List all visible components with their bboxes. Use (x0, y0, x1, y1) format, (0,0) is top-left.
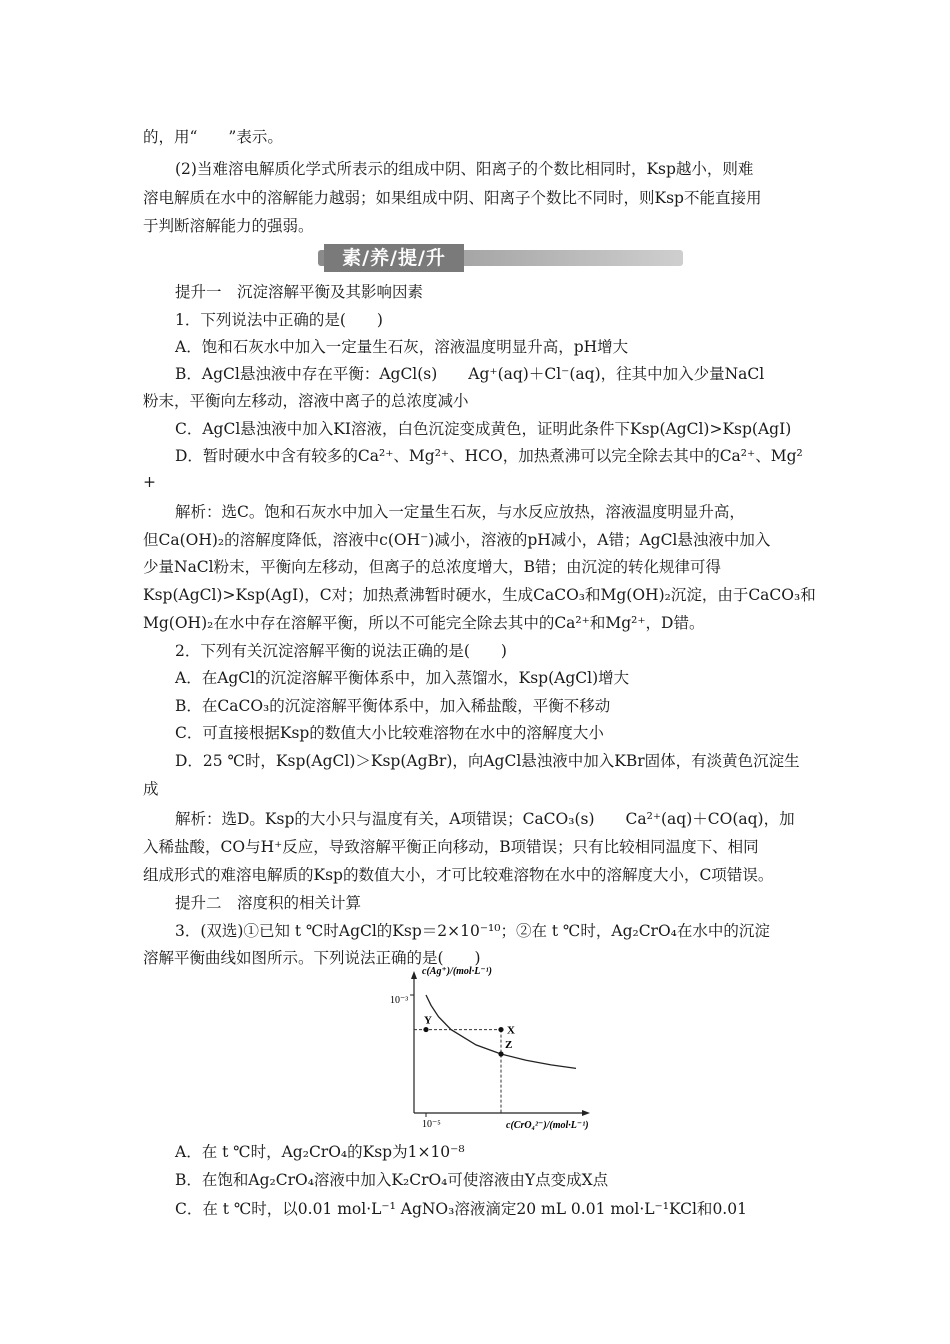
q1-analysis-line-2: 但Ca(OH)₂的溶解度降低，溶液中c(OH⁻)减小，溶液的pH减小，A错；AgCl悬浊液中加入 (143, 531, 771, 549)
y-axis-label: c(Ag⁺)/(mol·L⁻¹) (422, 966, 492, 977)
q2-option-c: C．可直接根据Ksp的数值大小比较难溶物在水中的溶解度大小 (175, 724, 604, 742)
intro-line-1: 的，用“ ”表示。 (143, 128, 283, 146)
q1-option-b-line-2: 粉末，平衡向左移动，溶液中离子的总浓度减小 (143, 392, 469, 410)
q1-option-a: A．饱和石灰水中加入一定量生石灰，溶液温度明显升高，pH增大 (175, 338, 629, 356)
q1-stem: 1．下列说法中正确的是( ) (175, 311, 383, 329)
point-x (498, 1027, 503, 1032)
q2-option-a: A．在AgCl的沉淀溶解平衡体系中，加入蒸馏水，Ksp(AgCl)增大 (175, 669, 630, 687)
point-x-label: X (507, 1024, 515, 1037)
q3-stem-line-2: 溶解平衡曲线如图所示。下列说法正确的是( ) (143, 949, 481, 967)
x-axis-label: c(CrO₄²⁻)/(mol·L⁻¹) (506, 1120, 589, 1131)
intro-line-4: 于判断溶解能力的强弱。 (143, 217, 314, 235)
section-2-heading: 提升二 溶度积的相关计算 (175, 894, 362, 912)
q3-option-a: A．在 t ℃时，Ag₂CrO₄的Ksp为1×10⁻⁸ (175, 1143, 465, 1161)
intro-line-3: 溶电解质在水中的溶解能力越弱；如果组成中阴、阳离子个数比不同时，则Ksp不能直接用 (143, 189, 762, 207)
q2-option-b: B．在CaCO₃的沉淀溶解平衡体系中，加入稀盐酸，平衡不移动 (175, 697, 611, 715)
q1-analysis-line-4: Ksp(AgCl)>Ksp(AgI)，C对；加热煮沸暂时硬水，生成CaCO₃和Mg(OH)₂沉淀，由于CaCO₃和 (143, 586, 816, 604)
q3-option-c: C．在 t ℃时，以0.01 mol·L⁻¹ AgNO₃溶液滴定20 mL 0.01 mol·L⁻¹KCl和0.01 (175, 1200, 747, 1218)
point-z-label: Z (505, 1039, 513, 1051)
q2-stem: 2．下列有关沉淀溶解平衡的说法正确的是( ) (175, 642, 507, 660)
q1-analysis-line-1: 解析：选C。饱和石灰水中加入一定量生石灰，与水反应放热，溶液温度明显升高， (175, 503, 745, 521)
q3-stem-line-1: 3．(双选)①已知 t ℃时AgCl的Ksp＝2×10⁻¹⁰；②在 t ℃时，Ag₂CrO₄在水中的沉淀 (175, 922, 770, 940)
x-tick-label: 10⁻⁵ (422, 1119, 441, 1130)
intro-line-2: (2)当难溶电解质化学式所表示的组成中阴、阳离子的个数比相同时，Ksp越小，则难 (175, 160, 754, 178)
q1-analysis-line-5: Mg(OH)₂在水中存在溶解平衡，所以不可能完全除去其中的Ca²⁺和Mg²⁺，D错。 (143, 614, 705, 632)
section-banner (318, 244, 683, 270)
point-y (423, 1027, 428, 1032)
q1-option-c: C．AgCl悬浊液中加入KI溶液，白色沉淀变成黄色，证明此条件下Ksp(AgCl)>Ksp(AgI) (175, 420, 792, 438)
x-axis-arrow (582, 1110, 590, 1116)
point-z (498, 1051, 503, 1056)
q3-option-b: B．在饱和Ag₂CrO₄溶液中加入K₂CrO₄可使溶液由Y点变成X点 (175, 1171, 609, 1189)
q2-analysis-line-1: 解析：选D。Ksp的大小只与温度有关，A项错误；CaCO₃(s) Ca²⁺(aq)＋CO(aq)，加 (175, 810, 795, 828)
solubility-equilibrium-chart (370, 965, 610, 1137)
q2-option-d-line-2: 成 (143, 780, 159, 798)
q2-analysis-line-3: 组成形式的难溶电解质的Ksp的数值大小，才可比较难溶物在水中的溶解度大小，C项错误。 (143, 866, 774, 884)
point-y-label: Y (424, 1014, 432, 1027)
q1-option-d-line-2: + (143, 473, 156, 491)
section-1-heading: 提升一 沉淀溶解平衡及其影响因素 (175, 283, 424, 301)
q1-option-b-line-1: B．AgCl悬浊液中存在平衡：AgCl(s) Ag⁺(aq)＋Cl⁻(aq)，往其中加入少量NaCl (175, 365, 765, 383)
q1-option-d-line-1: D．暂时硬水中含有较多的Ca²⁺、Mg²⁺、HCO，加热煮沸可以完全除去其中的Ca²⁺、Mg² (175, 447, 803, 465)
y-axis-arrow (411, 971, 417, 979)
y-tick-label: 10⁻³ (390, 995, 409, 1006)
q1-analysis-line-3: 少量NaCl粉末，平衡向左移动，但离子的总浓度增大，B错；由沉淀的转化规律可得 (143, 558, 722, 576)
q2-option-d-line-1: D．25 ℃时，Ksp(AgCl)＞Ksp(AgBr)，向AgCl悬浊液中加入KBr固体，有淡黄色沉淀生 (175, 752, 800, 770)
banner-title: 素/养/提/升 (324, 244, 464, 272)
q2-analysis-line-2: 入稀盐酸，CO与H⁺反应，导致溶解平衡正向移动，B项错误；只有比较相同温度下、相同 (143, 838, 759, 856)
